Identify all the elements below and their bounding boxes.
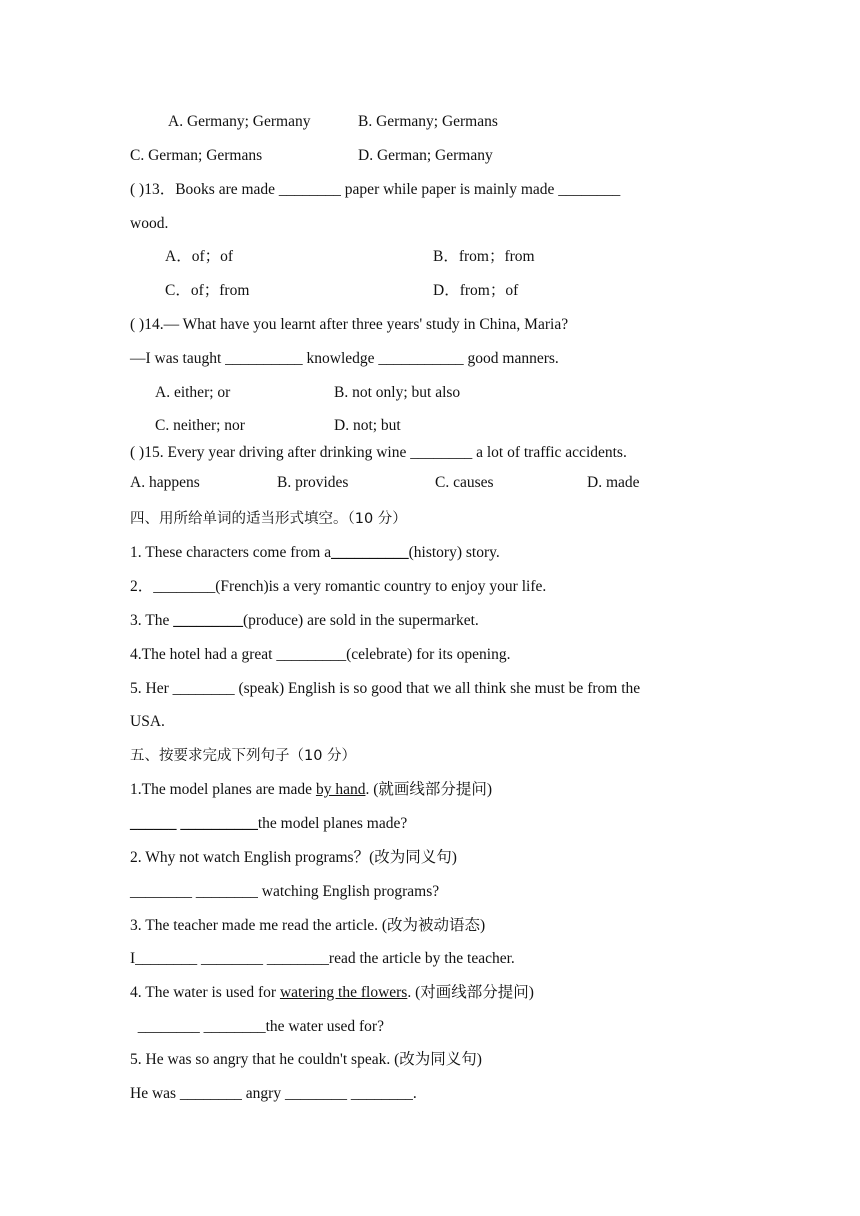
q13-option-c: C．of；from [165,282,250,299]
section5-item-1-underlined: by hand [315,781,366,798]
section4-item-1-pre: 1. These characters come from a [130,544,332,561]
q12-option-c: C. German; Germans [130,147,263,164]
section5-item-1-post: . (就画线部分提问) [365,781,493,798]
section5-item-3-answer: I________ ________ ________read the article by the teacher. [130,950,515,967]
section4-item-2: 2．________(French)is a very romantic country to enjoy your life. [130,578,547,595]
section5-heading: 五、按要求完成下列句子（10 分） [130,748,357,764]
q14-option-a: A. either; or [155,384,231,401]
section4-item-1 [130,543,500,563]
q12-option-b: B. Germany; Germans [358,113,498,130]
section4-item-3-post: (produce) are sold in the supermarket. [242,612,479,629]
section4-heading: 四、用所给单词的适当形式填空。（10 分） [130,511,407,527]
section5-item-1-answer: the model planes made? [257,815,408,832]
q12-option-a: A. Germany; Germany [168,113,311,130]
section4-item-3 [130,611,479,631]
section5-item-4-post: . (对画线部分提问) [407,984,534,1001]
q13-option-a: A．of；of [165,248,234,265]
q15-option-a: A. happens [130,474,200,491]
section5-item-4-pre: 4. The water is used for [130,984,280,1001]
q13-stem: ( )13．Books are made ________ paper while paper is mainly made ________ [130,181,621,198]
q14-stem: ( )14.— What have you learnt after three years' study in China, Maria? [130,316,569,333]
q13-option-b: B．from；from [433,248,535,265]
section4-item-4: 4.The hotel had a great _________(celebrate) for its opening. [130,646,511,663]
q14-answer-line: —I was taught __________ knowledge ___________ good manners. [130,350,559,367]
section5-item-5-answer: He was ________ angry ________ ________. [130,1085,417,1102]
section5-item-2-answer: ________ ________ watching English programs? [130,883,440,900]
section5-item-4-underlined: watering the flowers [279,984,408,1001]
section5-item-1-blanks: ______ __________ [130,815,258,832]
section4-item-5: 5. Her ________ (speak) English is so good that we all think she must be from the [130,680,641,697]
q13-stem-cont: wood. [130,215,169,232]
q14-option-d: D. not; but [334,417,401,434]
q15-option-c: C. causes [435,474,494,491]
section5-item-1-answer-line [130,814,407,834]
q13-option-d: D．from；of [433,282,519,299]
q14-option-b: B. not only; but also [334,384,461,401]
section5-item-3: 3. The teacher made me read the article. (改为被动语态) [130,917,486,934]
q15-stem: ( )15. Every year driving after drinking wine ________ a lot of traffic accidents. [130,444,627,461]
section4-item-1-post: (history) story. [408,544,500,561]
section4-item-3-blank: _________ [173,612,243,629]
section5-item-4 [130,983,534,1003]
section5-item-4-answer: ________ ________the water used for? [130,1018,384,1035]
section4-item-5-cont: USA. [130,713,165,730]
section5-item-2: 2. Why not watch English programs？(改为同义句) [130,849,457,866]
q15-option-d: D. made [587,474,640,491]
q12-option-d: D. German; Germany [358,147,493,164]
section5-item-1-pre: 1.The model planes are made [130,781,316,798]
section4-item-1-blank: __________ [331,544,409,561]
section5-item-1 [130,780,492,800]
q14-option-c: C. neither; nor [155,417,245,434]
section4-item-3-pre: 3. The [130,612,174,629]
section5-item-5: 5. He was so angry that he couldn't speak. (改为同义句) [130,1051,482,1068]
q15-option-b: B. provides [277,474,349,491]
